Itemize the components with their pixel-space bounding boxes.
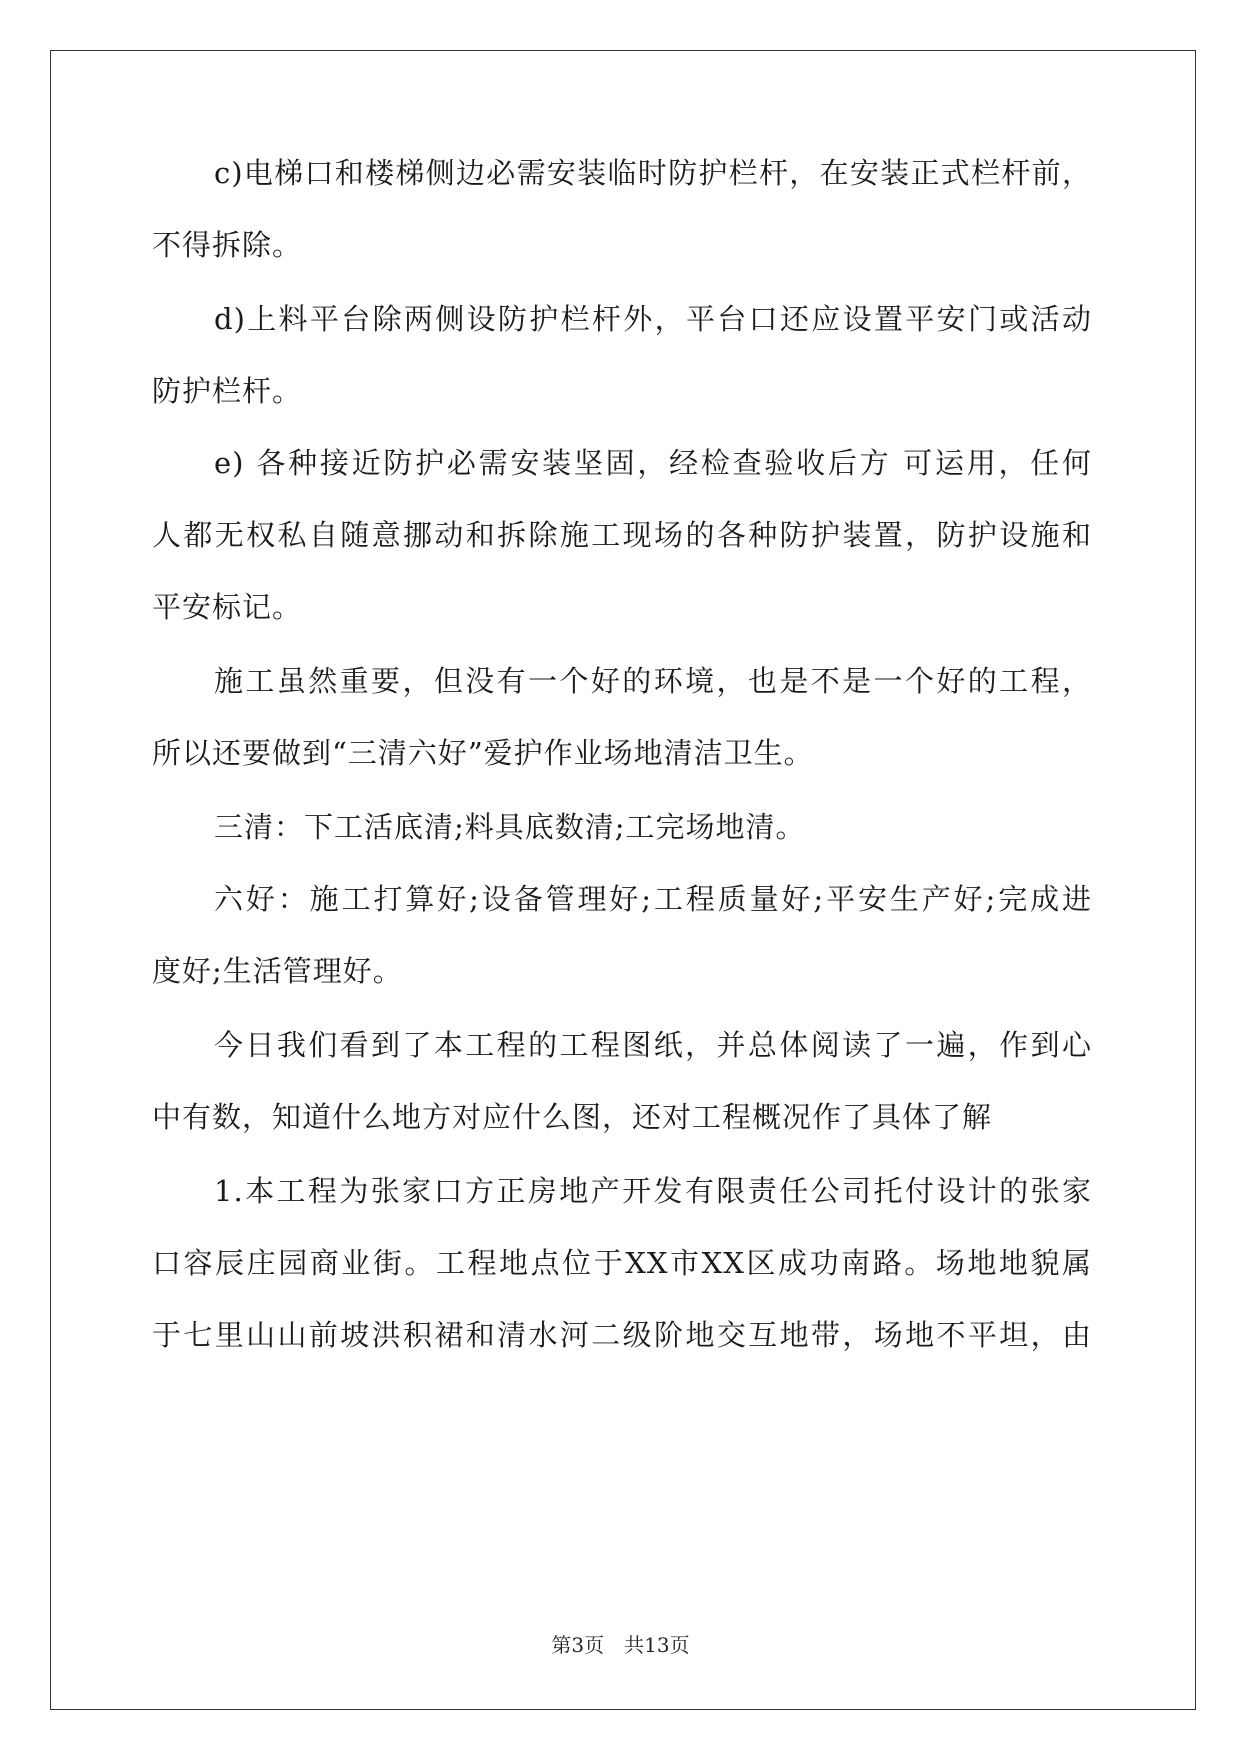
paragraph-three-clear: 三清：下工活底清;料具底数清;工完场地清。 <box>214 810 806 844</box>
paragraph-six-good-line-1: 六好：施工打算好;设备管理好;工程质量好;平安生产好;完成进 <box>214 882 1092 916</box>
paragraph-e-line-3: 平安标记。 <box>152 590 303 624</box>
paragraph-project-line-2: 口容辰庄园商业街。工程地点位于XX市XX区成功南路。场地地貌属 <box>152 1246 1092 1280</box>
paragraph-e-line-2: 人都无权私自随意挪动和拆除施工现场的各种防护装置，防护设施和 <box>152 518 1092 552</box>
paragraph-environment-line-2: 所以还要做到“三清六好”爱护作业场地清洁卫生。 <box>152 736 814 770</box>
paragraph-d-line-1: d)上料平台除两侧设防护栏杆外，平台口还应设置平安门或活动 <box>214 302 1092 336</box>
paragraph-e-line-1: e) 各种接近防护必需安装坚固，经检查验收后方 可运用，任何 <box>214 446 1092 480</box>
paragraph-today-line-2: 中有数，知道什么地方对应什么图，还对工程概况作了具体了解 <box>152 1100 993 1134</box>
paragraph-today-line-1: 今日我们看到了本工程的工程图纸，并总体阅读了一遍，作到心 <box>214 1028 1092 1062</box>
paragraph-c-line-1: c)电梯口和楼梯侧边必需安装临时防护栏杆，在安装正式栏杆前， <box>214 156 1092 190</box>
paragraph-environment-line-1: 施工虽然重要，但没有一个好的环境，也是不是一个好的工程， <box>214 664 1092 698</box>
paragraph-project-line-3: 于七里山山前坡洪积裙和清水河二级阶地交互地带，场地不平坦，由 <box>152 1318 1092 1352</box>
page-border <box>50 50 1196 1710</box>
paragraph-six-good-line-2: 度好;生活管理好。 <box>152 954 403 988</box>
paragraph-d-line-2: 防护栏杆。 <box>152 374 303 408</box>
paragraph-c-line-2: 不得拆除。 <box>152 228 303 262</box>
page-number-footer: 第3页 共13页 <box>551 1633 690 1657</box>
paragraph-project-line-1: 1.本工程为张家口方正房地产开发有限责任公司托付设计的张家 <box>214 1174 1092 1208</box>
